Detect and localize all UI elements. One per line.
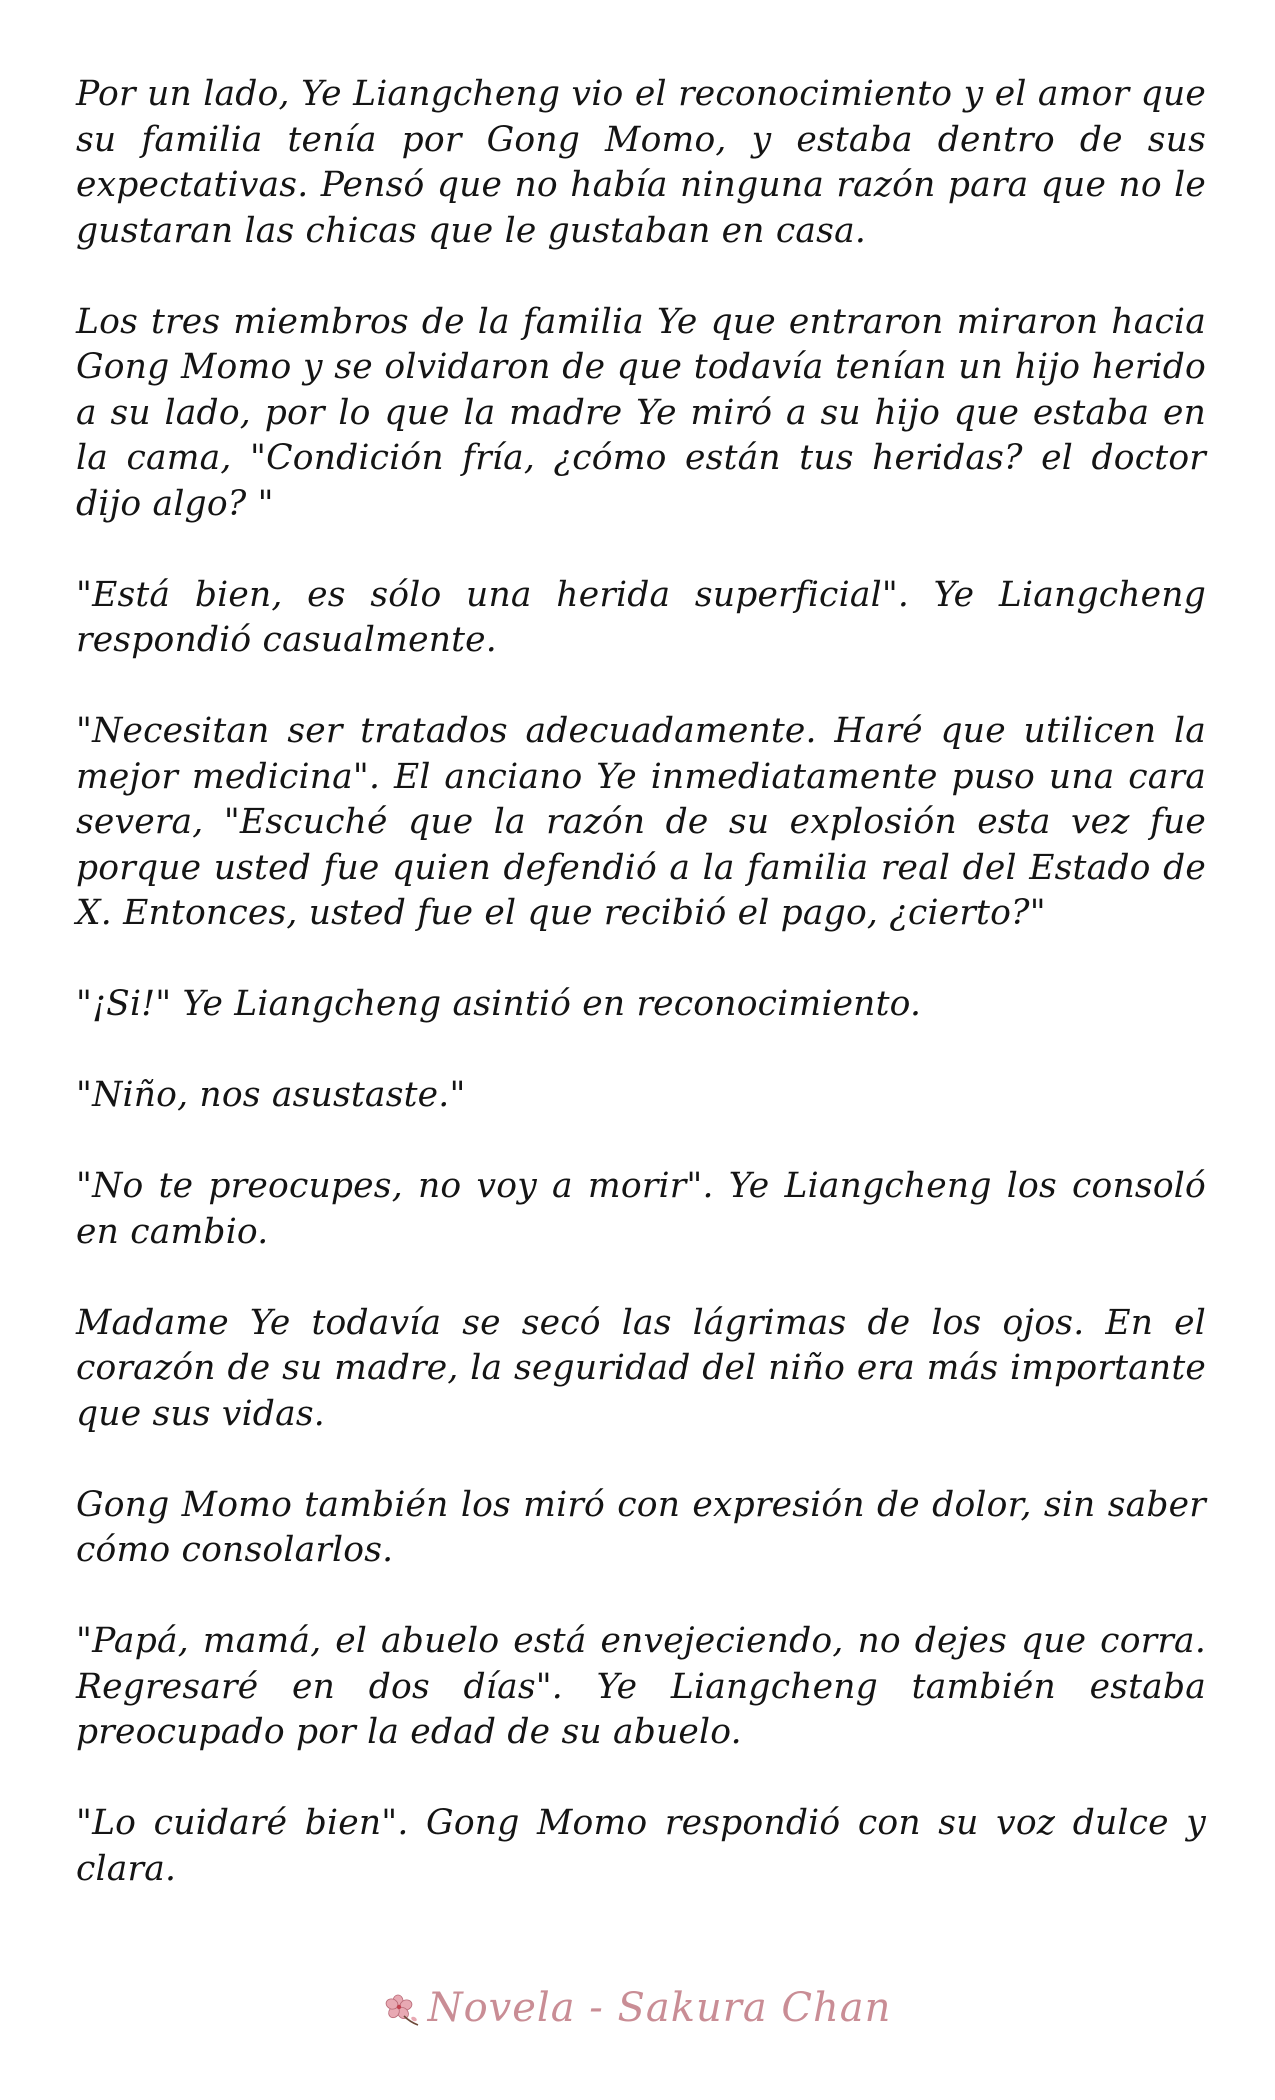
paragraph: "Necesitan ser tratados adecuadamente. Haré que utilicen la mejor medicina". El anciano Ye inmediatamente puso una cara severa, "Escuché que la razón de su explosión esta vez fue porque usted fue quien defendió a la familia real del Estado de X. Entonces, usted fue el que recibió el pago, ¿cierto?" — [76, 711, 1206, 933]
paragraph: "¡Si!" Ye Liangcheng asintió en reconocimiento. — [76, 984, 922, 1024]
paragraph: "Niño, nos asustaste." — [76, 1075, 466, 1115]
paragraph: Gong Momo también los miró con expresión de dolor, sin saber cómo consolarlos. — [76, 1484, 1206, 1570]
paragraph: "Está bien, es sólo una herida superficial". Ye Liangcheng respondió casualmente. — [76, 574, 1206, 660]
sakura-blossom-icon — [384, 1992, 422, 2030]
paragraph: Madame Ye todavía se secó las lágrimas de los ojos. En el corazón de su madre, la seguridad del niño era más importante que sus vidas. — [76, 1302, 1206, 1434]
watermark-text: Novela - Sakura Chan — [427, 1985, 892, 2031]
paragraph: Por un lado, Ye Liangcheng vio el reconocimiento y el amor que su familia tenía por Gong Momo, y estaba dentro de sus expectativas. Pensó que no había ninguna razón para que no le gustaran las chicas que le gustaban en casa. — [76, 74, 1206, 251]
paragraph: "No te preocupes, no voy a morir". Ye Liangcheng los consoló en cambio. — [76, 1166, 1206, 1252]
paragraph: "Papá, mamá, el abuelo está envejeciendo, no dejes que corra. Regresaré en dos días". Ye Liangcheng también estaba preocupado por la edad de su abuelo. — [76, 1621, 1206, 1752]
paragraph: Los tres miembros de la familia Ye que entraron miraron hacia Gong Momo y se olvidaron de que todavía tenían un hijo herido a su lado, por lo que la madre Ye miró a su hijo que estaba en la cama, "Condición fría, ¿cómo están tus heridas? el doctor dijo algo? " — [76, 301, 1206, 524]
document-body — [76, 72, 1206, 1892]
watermark — [0, 1985, 1275, 2031]
paragraph: "Lo cuidaré bien". Gong Momo respondió con su voz dulce y clara. — [76, 1803, 1206, 1889]
